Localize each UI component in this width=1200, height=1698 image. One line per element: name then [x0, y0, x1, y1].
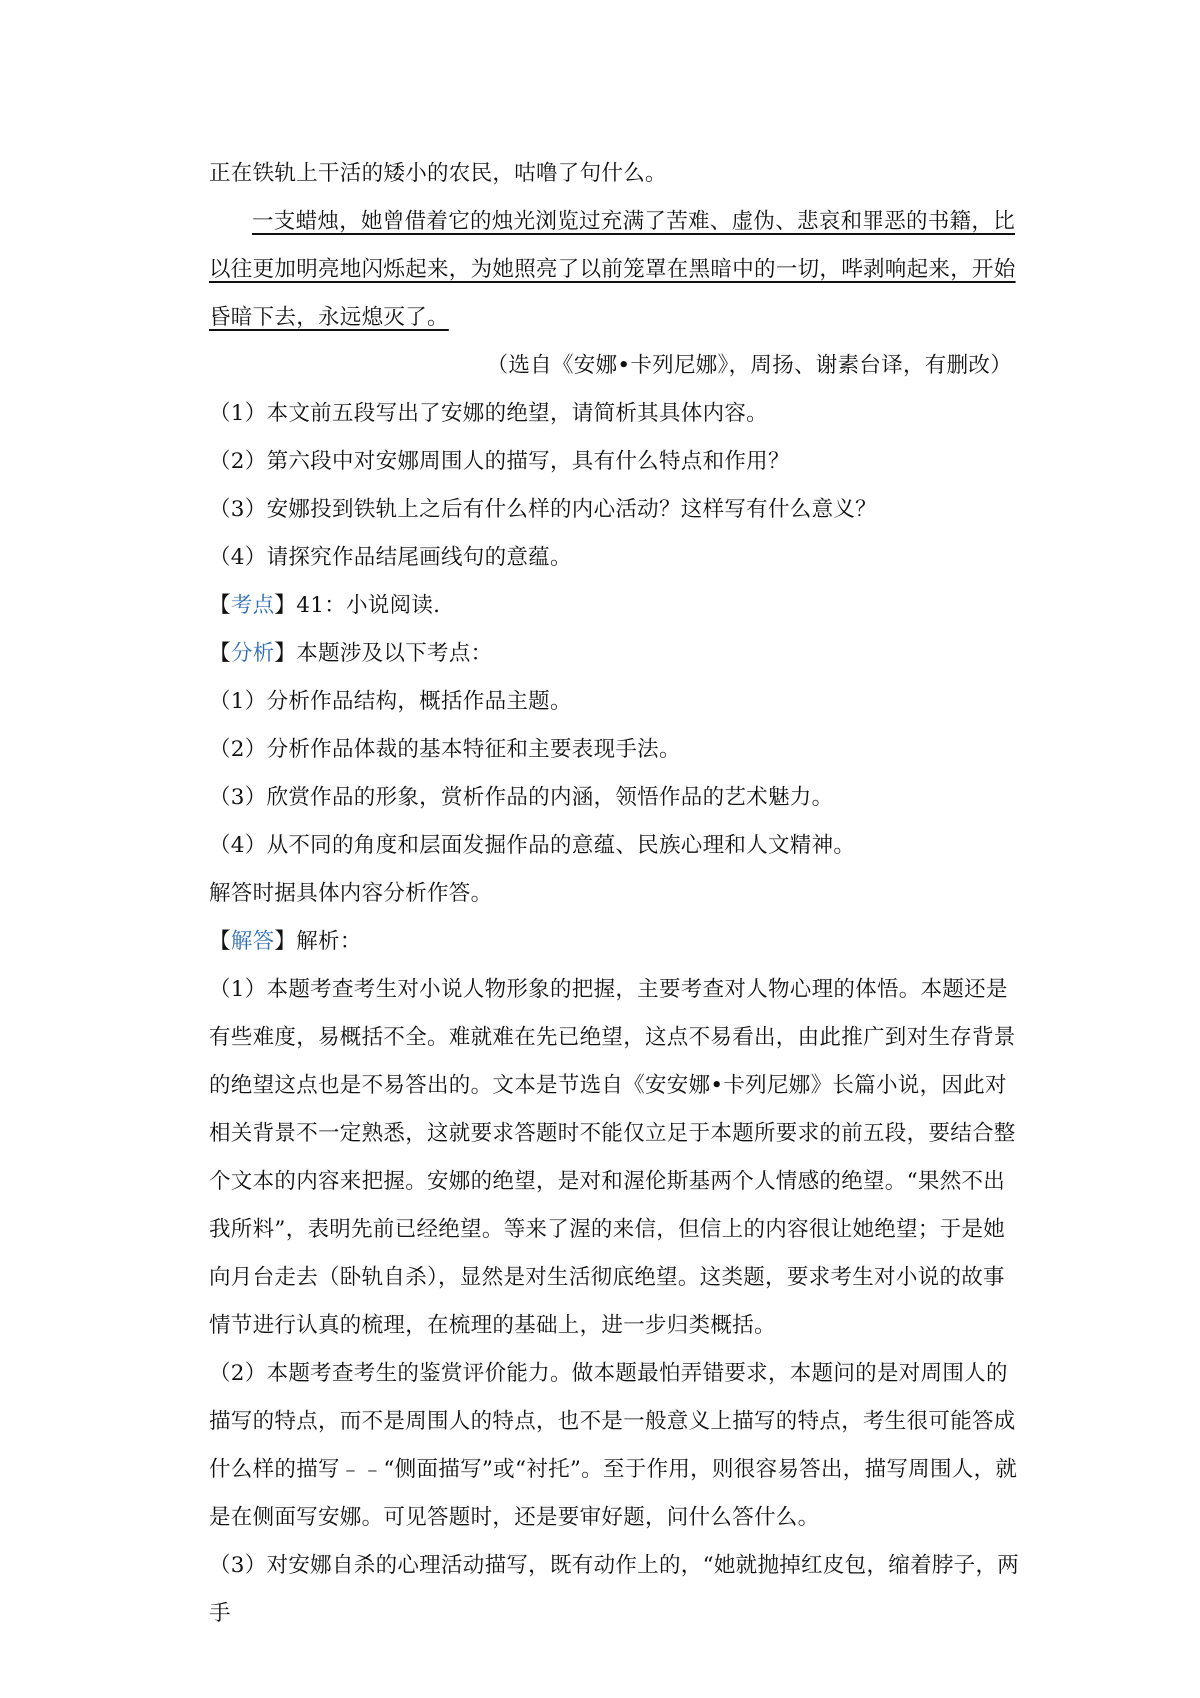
fenxi-text: 本题涉及以下考点： [296, 641, 493, 666]
jieda-bracket-close: 】 [274, 929, 297, 954]
fenxi-item-3: （3）欣赏作品的形象，赏析作品的内涵，领悟作品的艺术魅力。 [209, 785, 834, 810]
underlined-sentence: 一支蜡烛，她曾借着它的烛光浏览过充满了苦难、虚伪、悲哀和罪恶的书籍，比以往更加明亮地闪烁起来，为她照亮了以前笼罩在黑暗中的一切，哔剥响起来，开始昏暗下去，永远熄灭了。 [209, 209, 1016, 330]
fenxi-item-4: （4）从不同的角度和层面发掘作品的意蕴、民族心理和人文精神。 [209, 833, 856, 858]
jieda-bracket-open: 【 [209, 929, 231, 954]
jieda-text: 解析： [296, 929, 362, 954]
passage-source: （选自《安娜•卡列尼娜》，周扬、谢素台译，有删改） [486, 353, 1012, 378]
fenxi-item-1: （1）分析作品结构，概括作品主题。 [209, 689, 572, 714]
fenxi-bracket-open: 【 [209, 641, 231, 666]
question-4: （4）请探究作品结尾画线句的意蕴。 [209, 545, 572, 570]
kaodian-text: 41：小说阅读． [296, 593, 455, 618]
jieda-label: 解答 [230, 929, 275, 954]
fenxi-label: 分析 [230, 641, 275, 666]
jieda-section [209, 918, 1024, 966]
document-body [209, 150, 1024, 1638]
fenxi-bracket-close: 】 [274, 641, 297, 666]
passage-line: 正在铁轨上干活的矮小的农民，咕噜了句什么。 [209, 161, 667, 186]
fenxi-section [209, 630, 1024, 678]
kaodian-bracket-close: 】 [274, 593, 297, 618]
fenxi-item-2: （2）分析作品体裁的基本特征和主要表现手法。 [209, 737, 681, 762]
underlined-paragraph [209, 198, 1024, 342]
kaodian-section [209, 582, 1024, 630]
question-1: （1）本文前五段写出了安娜的绝望，请简析其具体内容。 [209, 401, 768, 426]
question-2: （2）第六段中对安娜周围人的描写，具有什么特点和作用？ [209, 449, 790, 474]
jieda-paragraph-3: （3）对安娜自杀的心理活动描写，既有动作上的，“她就抛掉红皮包，缩着脖子，两手 [209, 1553, 1020, 1626]
fenxi-conclusion: 解答时据具体内容分析作答。 [209, 881, 493, 906]
kaodian-bracket-open: 【 [209, 593, 231, 618]
jieda-paragraph-1: （1）本题考查考生对小说人物形象的把握，主要考查对人物心理的体悟。本题还是有些难度，易概括不全。难就难在先已绝望，这点不易看出，由此推广到对生存背景的绝望这点也是不易答出的。文本是节选自《安安娜•卡列尼娜》长篇小说，因此对相关背景不一定熟悉，这就要求答题时不能仅立足于本题所要求的前五段，要结合整个文本的内容来把握。安娜的绝望，是对和渥伦斯基两个人情感的绝望。“果然不出我所料”，表明先前已经绝望。等来了渥的来信，但信上的内容很让她绝望；于是她向月台走去（卧轨自杀），显然是对生活彻底绝望。这类题，要求考生对小说的故事情节进行认真的梳理，在梳理的基础上，进一步归类概括。 [209, 977, 1016, 1338]
jieda-paragraph-2: （2）本题考查考生的鉴赏评价能力。做本题最怕弄错要求，本题问的是对周围人的描写的特点，而不是周围人的特点，也不是一般意义上描写的特点，考生很可能答成什么样的描写﹣﹣“侧面描写”或“衬托”。至于作用，则很容易答出，描写周围人，就是在侧面写安娜。可见答题时，还是要审好题，问什么答什么。 [209, 1361, 1018, 1530]
kaodian-label: 考点 [230, 593, 275, 618]
question-3: （3）安娜投到铁轨上之后有什么样的内心活动？这样写有什么意义？ [209, 497, 877, 522]
